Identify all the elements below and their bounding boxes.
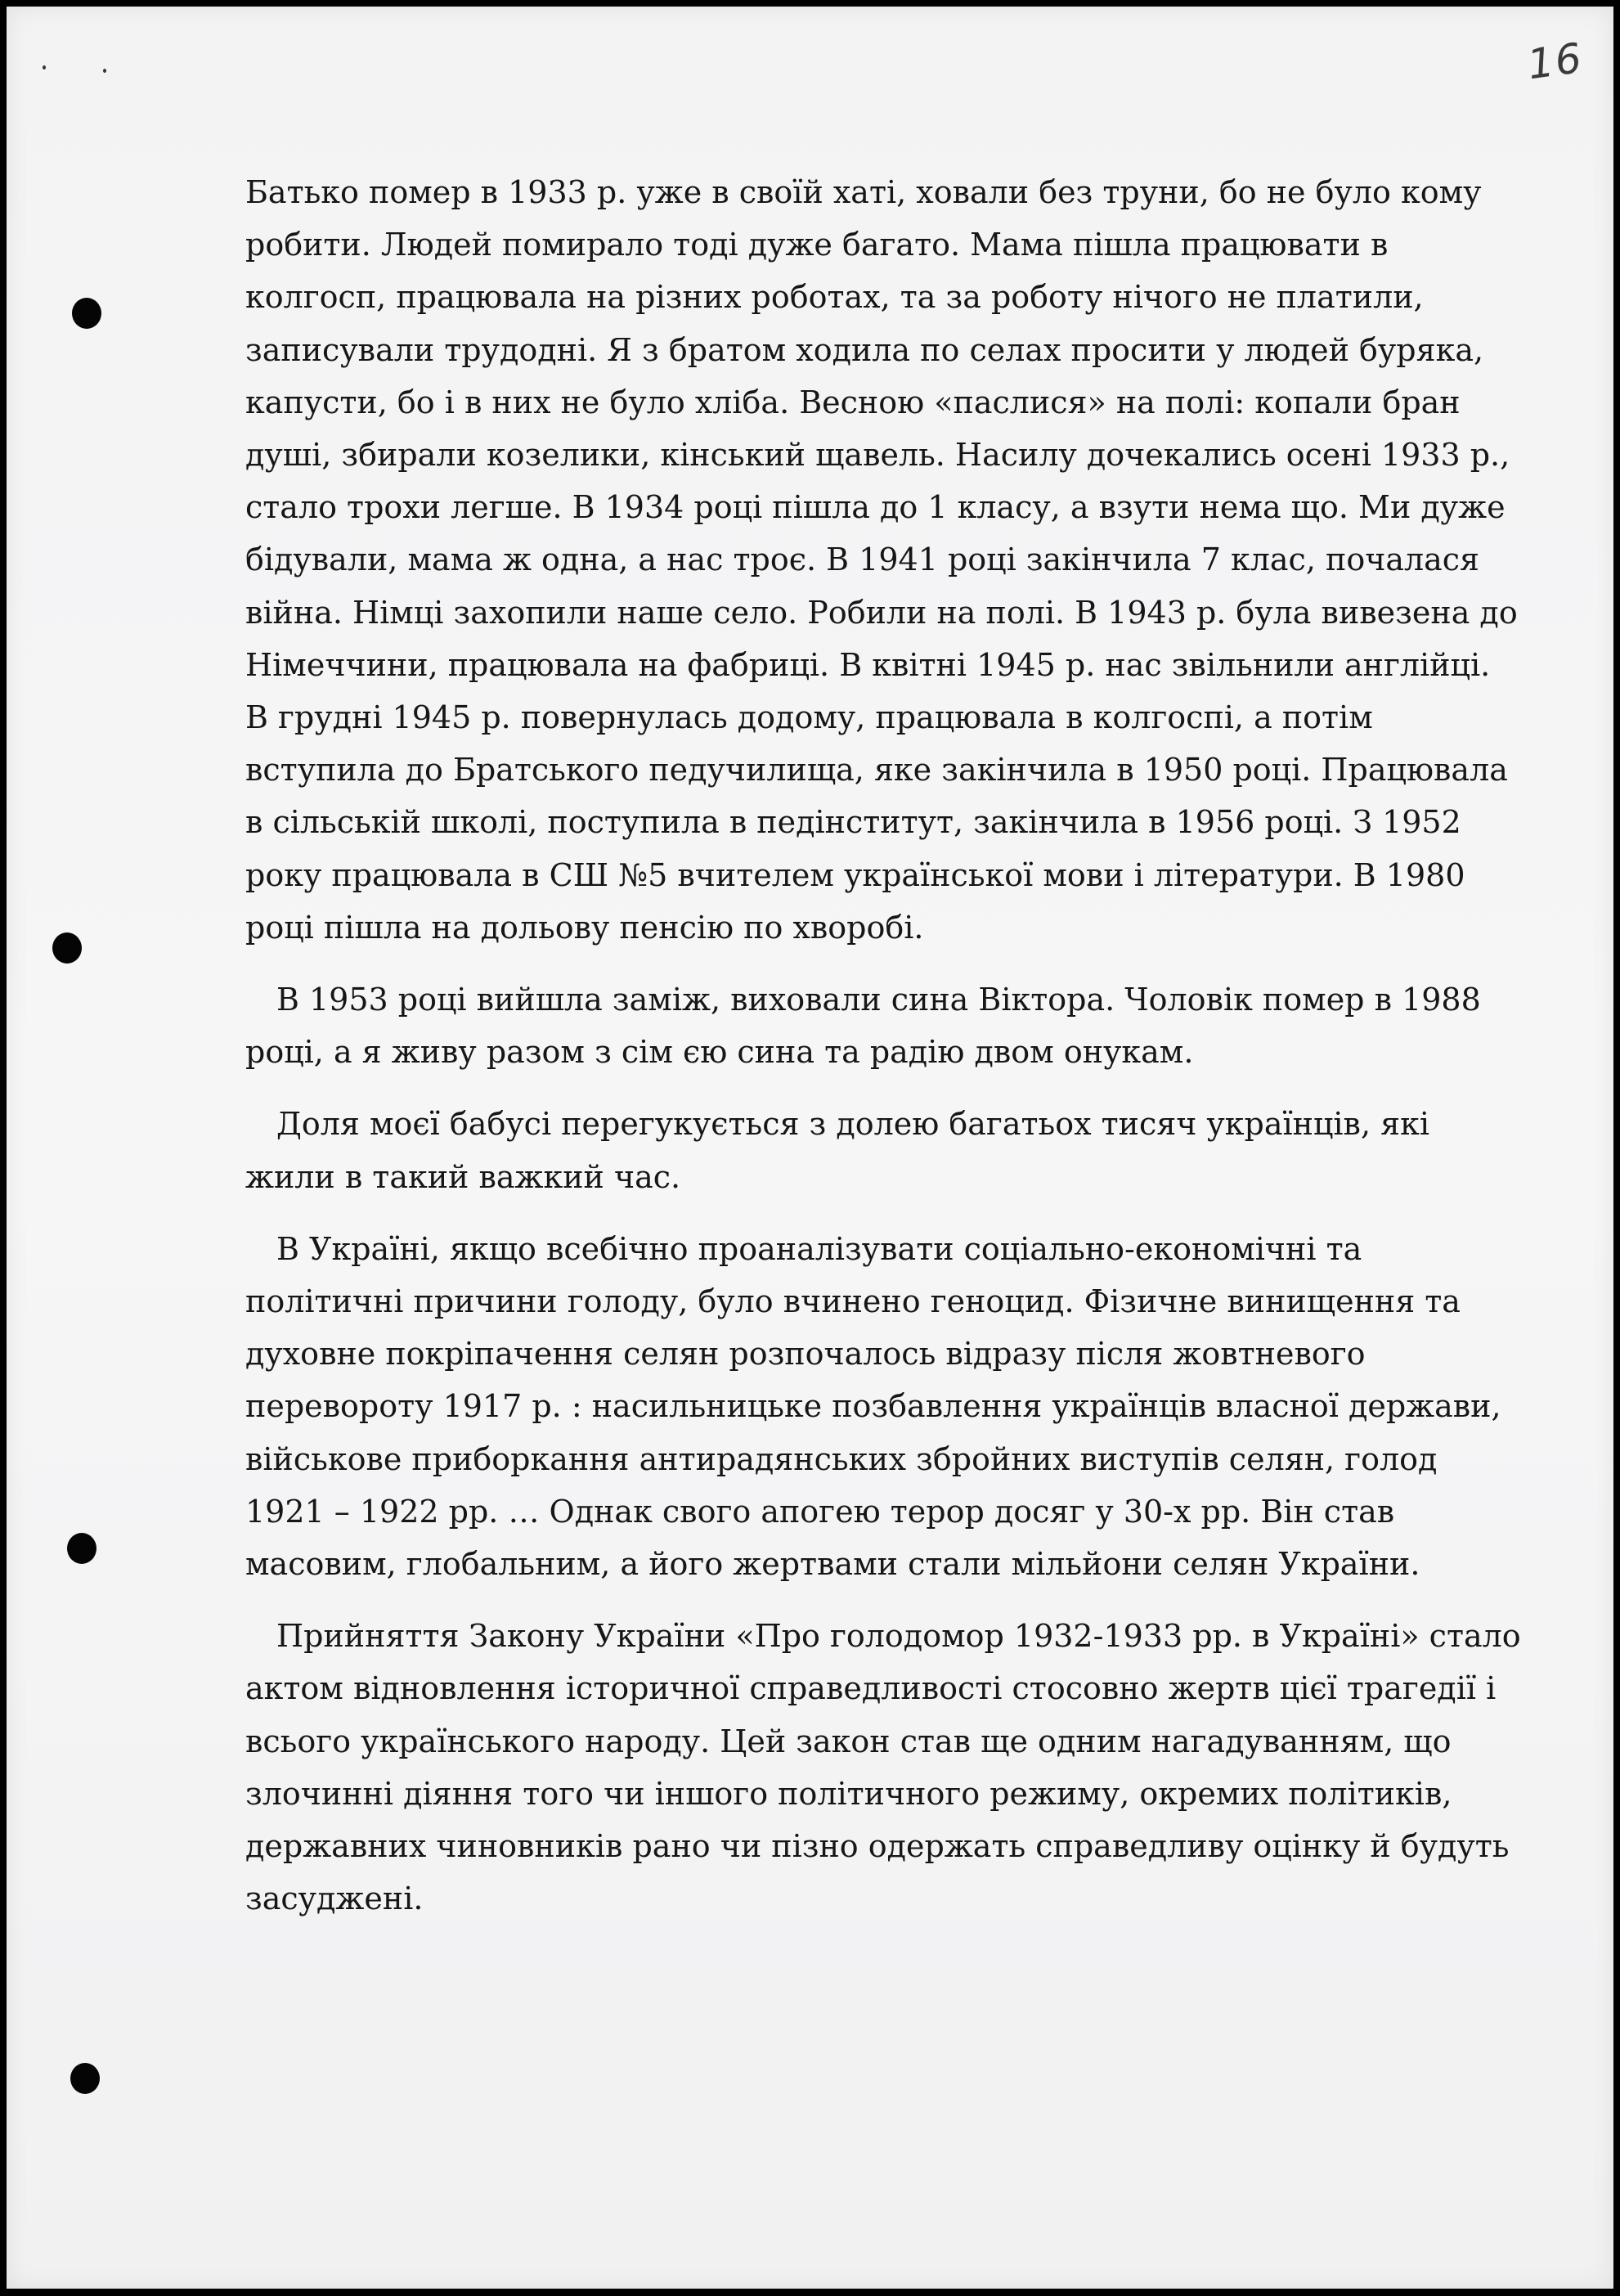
paper-speck (103, 69, 106, 73)
punch-hole (70, 2063, 100, 2094)
punch-hole (72, 298, 101, 329)
paper-speck (43, 65, 46, 70)
page-number: 16 (1524, 34, 1586, 89)
paragraph-genocide: В Україні, якщо всебічно проаналізувати соціально-економічні та політичні причини голоду, було вчинено геноцид. Фізичне винищення та духовне покріпачення селян розпочалось відразу після жовтневого перевороту 1917 р. : насильницьке позбавлення українців власної держави, військове приборкання антирадянських збройних виступів селян, голод 1921 – 1922 рр. … Однак свого апогею терор досяг у 30-х рр. Він став масовим, глобальним, а його жертвами стали мільйони селян України. (245, 1230, 1501, 1583)
paragraph-fate: Доля моєї бабусі перегукується з долею багатьох тисяч українців, які жили в такий важкий час. (245, 1106, 1429, 1195)
document-body (245, 166, 1521, 1945)
paragraph-biography: Батько помер в 1933 р. уже в своїй хаті, ховали без труни, бо не було кому робити. Людей помирало тоді дуже багато. Мама пішла працювати в колгосп, працювала на різних роботах, та за роботу нічого не платили, записували трудодні. Я з братом ходила по селах просити у людей буряка, капусти, бо і в них не було хліба. Весною «паслися» на полі: копали бран душі, збирали козелики, кінський щавель. Насилу дочекались осені 1933 р., стало трохи легше. В 1934 році пішла до 1 класу, а взути нема що. Ми дуже бідували, мама ж одна, а нас троє. В 1941 році закінчила 7 клас, почалася війна. Німці захопили наше село. Робили на полі. В 1943 р. була вивезена до Німеччини, працювала на фабриці. В квітні 1945 р. нас звільнили англійці. В грудні 1945 р. повернулась додому, працювала в колгоспі, а потім вступила до Братського педучилища, яке закінчила в 1950 році. Працювала в сільській школі, поступила в педінститут, закінчила в 1956 році. З 1952 року працювала в СШ №5 вчителем української мови і літератури. В 1980 році пішла на дольову пенсію по хворобі. (245, 174, 1518, 946)
punch-hole (52, 932, 82, 964)
document-page (7, 7, 1613, 2289)
paragraph-law: Прийняття Закону України «Про голодомор 1932-1933 рр. в Україні» стало актом відновлення історичної справедливості стосовно жертв цієї трагедії і всього українського народу. Цей закон став ще одним нагадуванням, що злочинні діяння того чи іншого політичного режиму, окремих політиків, державних чиновників рано чи пізно одержать справедливу оцінку й будуть засуджені. (245, 1618, 1521, 1917)
paragraph-family: В 1953 році вийшла заміж, виховали сина Віктора. Чоловік помер в 1988 році, а я живу разом з сім єю сина та радію двом онукам. (245, 982, 1481, 1071)
punch-hole (67, 1533, 96, 1564)
